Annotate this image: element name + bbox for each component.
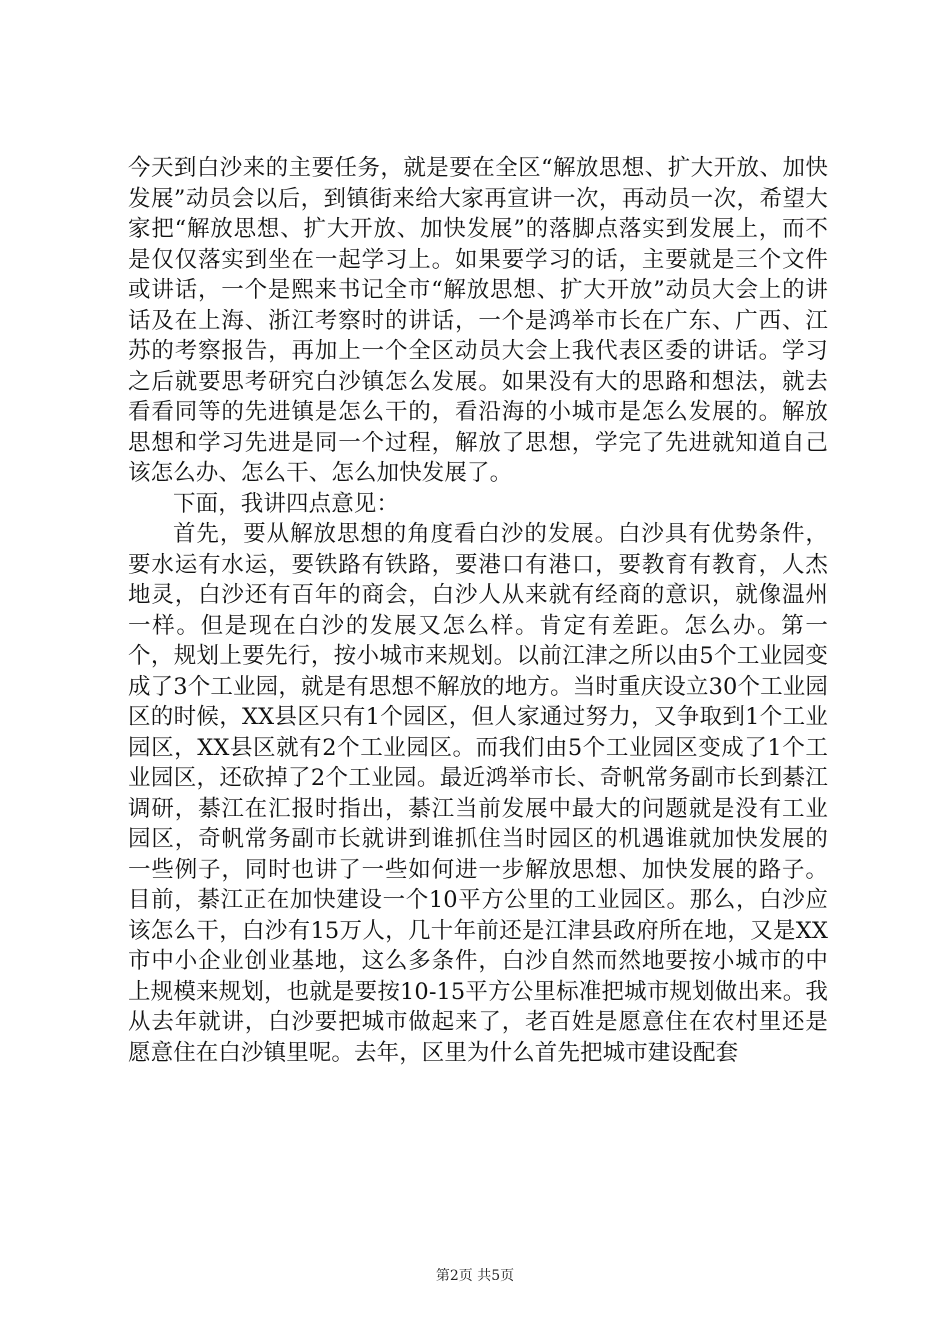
paragraph-opening: 今天到白沙来的主要任务，就是要在全区“解放思想、扩大开放、加快发展”动员会以后，到镇街来给大家再宣讲一次，再动员一次，希望大家把“解放思想、扩大开放、加快发展”的落脚点落实到发展上，而不是仅仅落实到坐在一起学习上。如果要学习的话，主要就是三个文件或讲话，一个是熙来书记全市“解放思想、扩大开放”动员大会上的讲话及在上海、浙江考察时的讲话，一个是鸿举市长在广东、广西、江苏的考察报告，再加上一个全区动员大会上我代表区委的讲话。学习之后就要思考研究白沙镇怎么发展。如果没有大的思路和想法，就去看看同等的先进镇是怎么干的，看沿海的小城市是怎么发展的。解放思想和学习先进是同一个过程，解放了思想，学完了先进就知道自己该怎么办、怎么干、怎么加快发展了。 (128, 155, 828, 486)
page-number-footer: 第2页 共5页 (435, 1268, 515, 1284)
paragraph-first-point: 首先，要从解放思想的角度看白沙的发展。白沙具有优势条件，要水运有水运，要铁路有铁路，要港口有港口，要教育有教育，人杰地灵，白沙还有百年的商会，白沙人从来就有经商的意识，就像温州一样。但是现在白沙的发展又怎么样。肯定有差距。怎么办。第一个，规划上要先行，按小城市来规划。以前江津之所以由5个工业园变成了3个工业园，就是有思想不解放的地方。当时重庆设立30个工业园区的时候，XX县区只有1个园区，但人家通过努力，又争取到1个工业园区，XX县区就有2个工业园区。而我们由5个工业园区变成了1个工业园区，还砍掉了2个工业园。最近鸿举市长、奇帆常务副市长到綦江调研，綦江在汇报时指出，綦江当前发展中最大的问题就是没有工业园区，奇帆常务副市长就讲到谁抓住当时园区的机遇谁就加快发展的一些例子，同时也讲了一些如何进一步解放思想、加快发展的路子。目前，綦江正在加快建设一个10平方公里的工业园区。那么，白沙应该怎么干，白沙有15万人，几十年前还是江津县政府所在地，又是XX市中小企业创业基地，这么多条件，白沙自然而然地要按小城市的中上规模来规划，也就是要按10-15平方公里标准把城市规划做出来。我从去年就讲，白沙要把城市做起来了，老百姓是愿意住在农村里还是愿意住在白沙镇里呢。去年，区里为什么首先把城市建设配套 (128, 521, 828, 1066)
paragraph-four-points: 下面，我讲四点意见： (173, 490, 400, 517)
document-body (128, 153, 828, 1068)
